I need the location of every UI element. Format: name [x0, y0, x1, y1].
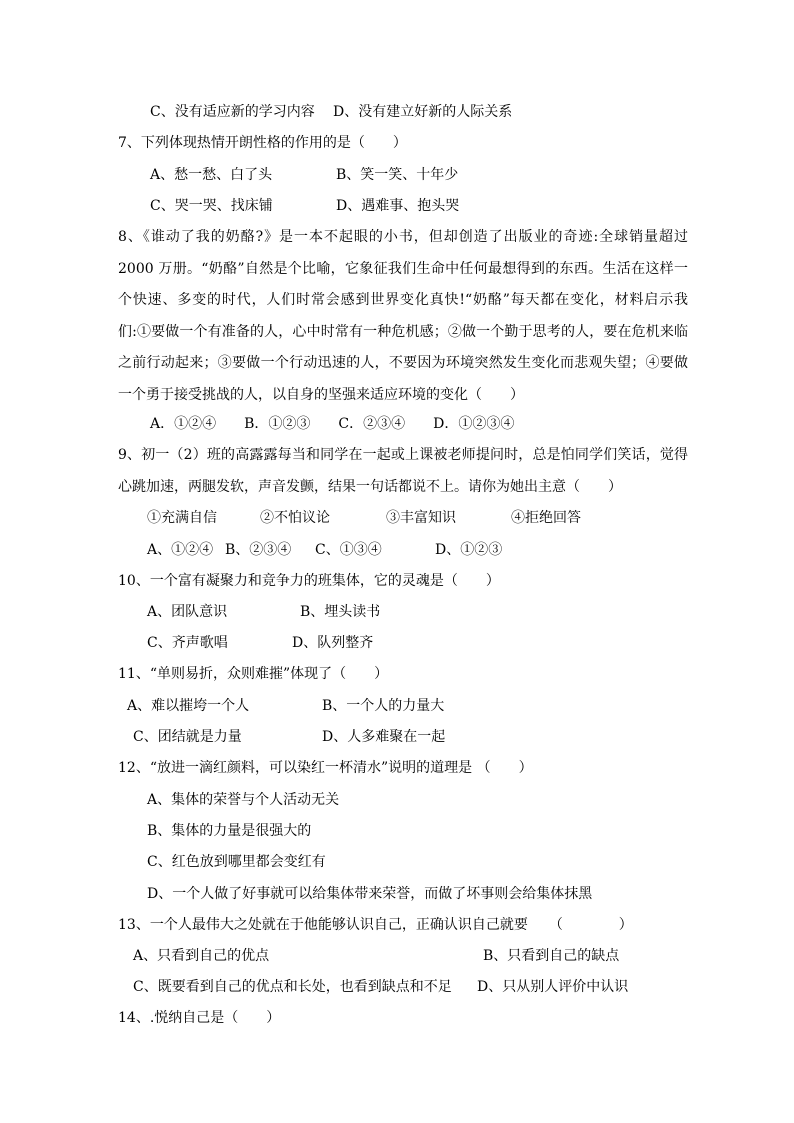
q8-options: A．①②④ B．①②③ C．②③④ D．①②③④	[150, 416, 515, 432]
q9-option-d: D、①②③	[435, 542, 503, 558]
q7-option-b: B、笑一笑、十年少	[336, 167, 459, 183]
q12-option-a: A、集体的荣誉与个人活动无关	[147, 792, 340, 808]
q9-option-a: A、①②④	[147, 542, 214, 558]
q12-stem: 12、“放进一滴红颜料，可以染红一杯清水”说明的道理是 （ ）	[118, 760, 533, 776]
q9-item-2: ②不怕议论	[260, 510, 330, 526]
q9-stem: 9、初一（2）班的高露露每当和同学在一起或上课被老师提问时，总是怕同学们笑话，觉得心跳加速，两腿发软，声音发颤，结果一句话都说不上。请你为她出主意（ ）	[118, 447, 688, 495]
q13-stem: 13、一个人最伟大之处就在于他能够认识自己，正确认识自己就要 （ ）	[118, 917, 633, 933]
q13-option-a: A、只看到自己的优点	[133, 948, 270, 964]
q9-item-4: ④拒绝回答	[511, 510, 581, 526]
q6-option-d: D、没有建立好新的人际关系	[333, 104, 513, 120]
q6-option-c: C、没有适应新的学习内容	[150, 104, 315, 120]
q9-item-3: ③丰富知识	[386, 510, 456, 526]
q9-item-1: ①充满自信	[147, 510, 217, 526]
q13-option-d: D、只从别人评价中认识	[477, 979, 629, 995]
q11-option-a: A、难以摧垮一个人	[127, 698, 250, 714]
q12-option-c: C、红色放到哪里都会变红有	[147, 854, 326, 870]
q13-option-c: C、既要看到自己的优点和长处，也看到缺点和不足	[133, 979, 452, 995]
q7-stem: 7、下列体现热情开朗性格的作用的是（ ）	[118, 135, 407, 151]
q9-option-c: C、①③④	[315, 542, 382, 558]
q9-option-b: B、②③④	[225, 542, 292, 558]
q10-stem: 10、一个富有凝聚力和竞争力的班集体，它的灵魂是（ ）	[118, 573, 500, 589]
q10-option-c: C、齐声歌唱	[147, 635, 228, 651]
q7-option-c: C、哭一哭、找床铺	[150, 198, 273, 214]
q11-option-c: C、团结就是力量	[133, 729, 242, 745]
q11-option-d: D、人多难聚在一起	[322, 729, 446, 745]
q13-option-b: B、只看到自己的缺点	[483, 948, 620, 964]
q10-option-b: B、埋头读书	[300, 604, 381, 620]
q11-stem: 11、“单则易折，众则难摧”体现了（ ）	[118, 666, 389, 682]
q10-option-d: D、队列整齐	[292, 635, 374, 651]
q14-stem: 14、.悦纳自己是（ ）	[118, 1010, 281, 1026]
q7-option-a: A、愁一愁、白了头	[150, 167, 273, 183]
q7-option-d: D、遇难事、抱头哭	[336, 198, 460, 214]
q10-option-a: A、团队意识	[147, 604, 228, 620]
q8-stem: 8、《谁动了我的奶酪?》是一本不起眼的小书，但却创造了出版业的奇迹:全球销量超过 2000 万册。“奶酪”自然是个比喻，它象征我们生命中任何最想得到的东西。生活在这样一个快速、多变的时代，人们时常会感到世界变化真快!“奶酪”每天都在变化，材料启示我们:①要做一个有准备的人，心中时常有一种危机感；②做一个勤于思考的人，要在危机来临之前行动起来；③要做一个行动迅速的人，不要因为环境突然发生变化而悲观失望；④要做一个勇于接受挑战的人，以自身的坚强来适应环境的变化（ ）	[118, 229, 688, 403]
q11-option-b: B、一个人的力量大	[322, 698, 445, 714]
q12-option-b: B、集体的力量是很强大的	[147, 823, 312, 839]
q12-option-d: D、一个人做了好事就可以给集体带来荣誉，而做了坏事则会给集体抹黑	[147, 886, 593, 902]
